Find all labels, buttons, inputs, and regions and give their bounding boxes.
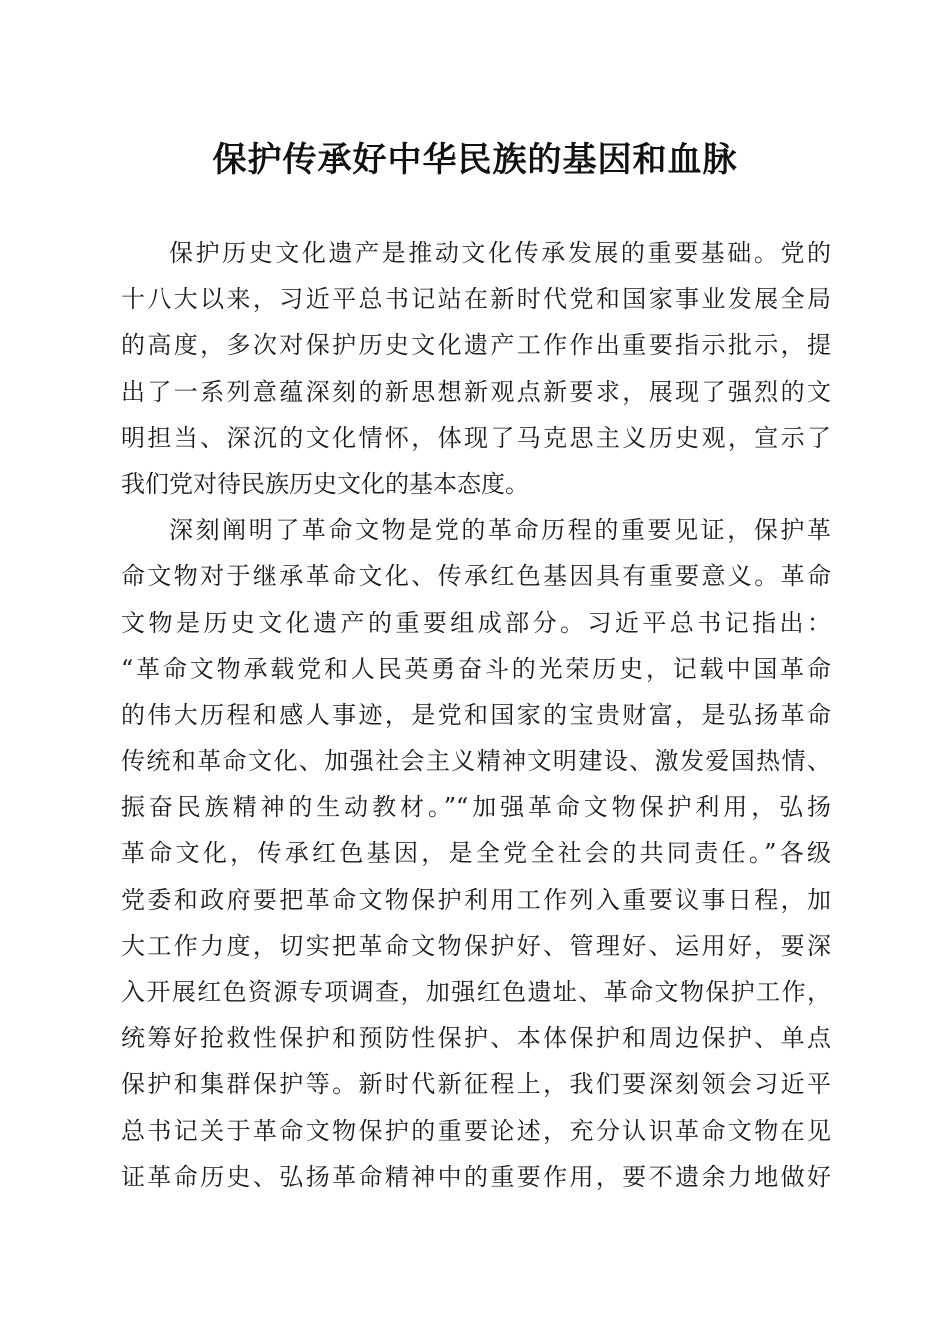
paragraph-1-line-4: 出了一系列意蕴深刻的新思想新观点新要求，展现了强烈的文 — [121, 377, 831, 406]
paragraph-1-line-3: 的高度，多次对保护历史文化遗产工作作出重要指示批示，提 — [121, 331, 831, 360]
paragraph-2-line-12: 统筹好抢救性保护和预防性保护、本体保护和周边保护、单点 — [121, 1024, 831, 1053]
paragraph-2-line-14: 总书记关于革命文物保护的重要论述，充分认识革命文物在见 — [121, 1116, 831, 1145]
paragraph-2-line-13: 保护和集群保护等。新时代新征程上，我们要深刻领会习近平 — [121, 1070, 831, 1099]
paragraph-1-line-5: 明担当、深沉的文化情怀，体现了马克思主义历史观，宣示了 — [121, 423, 831, 452]
paragraph-2-line-3: 文物是历史文化遗产的重要组成部分。习近平总书记指出： — [121, 608, 831, 637]
paragraph-1-line-6: 我们党对待民族历史文化的基本态度。 — [121, 469, 529, 498]
paragraph-2-line-11: 入开展红色资源专项调查，加强红色遗址、革命文物保护工作， — [121, 978, 831, 1006]
paragraph-2-line-15: 证革命历史、弘扬革命精神中的重要作用，要不遗余力地做好 — [121, 1162, 831, 1191]
paragraph-2-line-5: 的伟大历程和感人事迹，是党和国家的宝贵财富，是弘扬革命 — [121, 700, 831, 729]
paragraph-2-line-8: 革命文化，传承红色基因，是全党全社会的共同责任。”各级 — [121, 839, 831, 868]
paragraph-2-line-9: 党委和政府要把革命文物保护利用工作列入重要议事日程，加 — [121, 885, 831, 914]
paragraph-1-line-2: 十八大以来，习近平总书记站在新时代党和国家事业发展全局 — [121, 285, 831, 314]
paragraph-2-line-6: 传统和革命文化、加强社会主义精神文明建设、激发爱国热情、 — [121, 747, 831, 776]
paragraph-2-line-1: 深刻阐明了革命文物是党的革命历程的重要见证，保护革 — [169, 516, 831, 545]
paragraph-1-line-1: 保护历史文化遗产是推动文化传承发展的重要基础。党的 — [169, 239, 831, 267]
paragraph-2-line-7: 振奋民族精神的生动教材。”“加强革命文物保护利用，弘扬 — [121, 793, 831, 822]
document-body — [121, 230, 831, 1200]
paragraph-2-line-2: 命文物对于继承革命文化、传承红色基因具有重要意义。革命 — [121, 562, 831, 591]
document-title: 保护传承好中华民族的基因和血脉 — [212, 140, 738, 180]
paragraph-2-line-10: 大工作力度，切实把革命文物保护好、管理好、运用好，要深 — [121, 931, 831, 960]
paragraph-2-line-4: “革命文物承载党和人民英勇奋斗的光荣历史，记载中国革命 — [121, 654, 831, 683]
